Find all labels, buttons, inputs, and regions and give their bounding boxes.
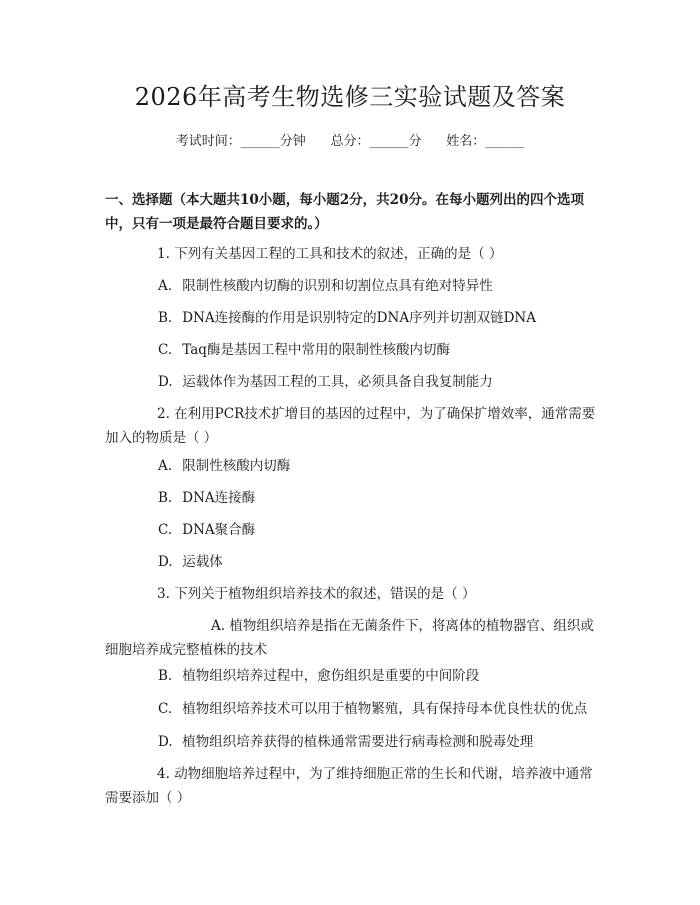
- option-text: 限制性核酸内切酶的识别和切割位点具有绝对特异性: [182, 278, 493, 294]
- option-text: 植物组织培养获得的植株通常需要进行病毒检测和脱毒处理: [182, 734, 534, 750]
- option-letter: B.: [158, 668, 173, 684]
- exam-meta-line: 考试时间：______分钟 总分：______分 姓名：______: [175, 134, 525, 149]
- question-number: 4.: [157, 766, 170, 782]
- option-text: DNA连接酶: [182, 490, 256, 506]
- option-3d: [158, 730, 608, 754]
- question-number: 2.: [157, 406, 170, 422]
- option-2a: [158, 454, 608, 478]
- option-letter: B.: [158, 310, 173, 326]
- option-1a: [158, 274, 608, 298]
- option-letter: C.: [158, 522, 173, 538]
- option-3a: [105, 614, 605, 662]
- option-text: 限制性核酸内切酶: [182, 458, 291, 474]
- section-heading: 一、选择题（本大题共10小题，每小题2分，共20分。在每小题列出的四个选项中，只有一项是最符合题目要求的。）: [105, 192, 584, 232]
- question-3: [105, 582, 605, 606]
- option-letter: D.: [158, 554, 173, 570]
- option-2d: [158, 550, 608, 574]
- option-text: 植物组织培养是指在无菌条件下，将离体的植物器官、组织或细胞培养成完整植株的技术: [105, 618, 594, 658]
- option-text: DNA聚合酶: [182, 522, 256, 538]
- option-letter: D.: [158, 374, 173, 390]
- question-text: 下列有关基因工程的工具和技术的叙述，正确的是（ ）: [174, 246, 503, 262]
- option-text: Taq酶是基因工程中常用的限制性核酸内切酶: [182, 342, 450, 358]
- option-text: DNA连接酶的作用是识别特定的DNA序列并切割双链DNA: [182, 310, 536, 326]
- option-letter: D.: [158, 734, 173, 750]
- option-letter: C.: [158, 342, 173, 358]
- option-2c: [158, 518, 608, 542]
- option-text: 植物组织培养过程中，愈伤组织是重要的中间阶段: [182, 668, 480, 684]
- question-2: [105, 402, 605, 450]
- question-1: [105, 242, 605, 266]
- option-letter: C.: [158, 701, 173, 717]
- question-text: 下列关于植物组织培养技术的叙述，错误的是（ ）: [174, 586, 476, 602]
- option-1d: [158, 370, 608, 394]
- option-letter: A.: [158, 278, 173, 294]
- option-text: 植物组织培养技术可以用于植物繁殖，具有保持母本优良性状的优点: [182, 701, 588, 717]
- question-number: 3.: [157, 586, 170, 602]
- option-3b: [158, 664, 608, 688]
- option-letter: A.: [211, 618, 226, 634]
- option-letter: B.: [158, 490, 173, 506]
- question-4: [105, 762, 605, 810]
- option-2b: [158, 486, 608, 510]
- option-3c: [158, 697, 608, 721]
- option-text: 运载体作为基因工程的工具，必须具备自我复制能力: [182, 374, 493, 390]
- question-text: 动物细胞培养过程中，为了维持细胞正常的生长和代谢，培养液中通常需要添加（ ）: [105, 766, 593, 806]
- option-1c: [158, 338, 608, 362]
- option-text: 运载体: [182, 554, 223, 570]
- option-letter: A.: [158, 458, 173, 474]
- option-1b: [158, 306, 608, 330]
- question-text: 在利用PCR技术扩增目的基因的过程中，为了确保扩增效率，通常需要加入的物质是（ ）: [105, 406, 596, 446]
- page-title: 2026年高考生物选修三实验试题及答案: [134, 83, 566, 111]
- question-number: 1.: [157, 246, 170, 262]
